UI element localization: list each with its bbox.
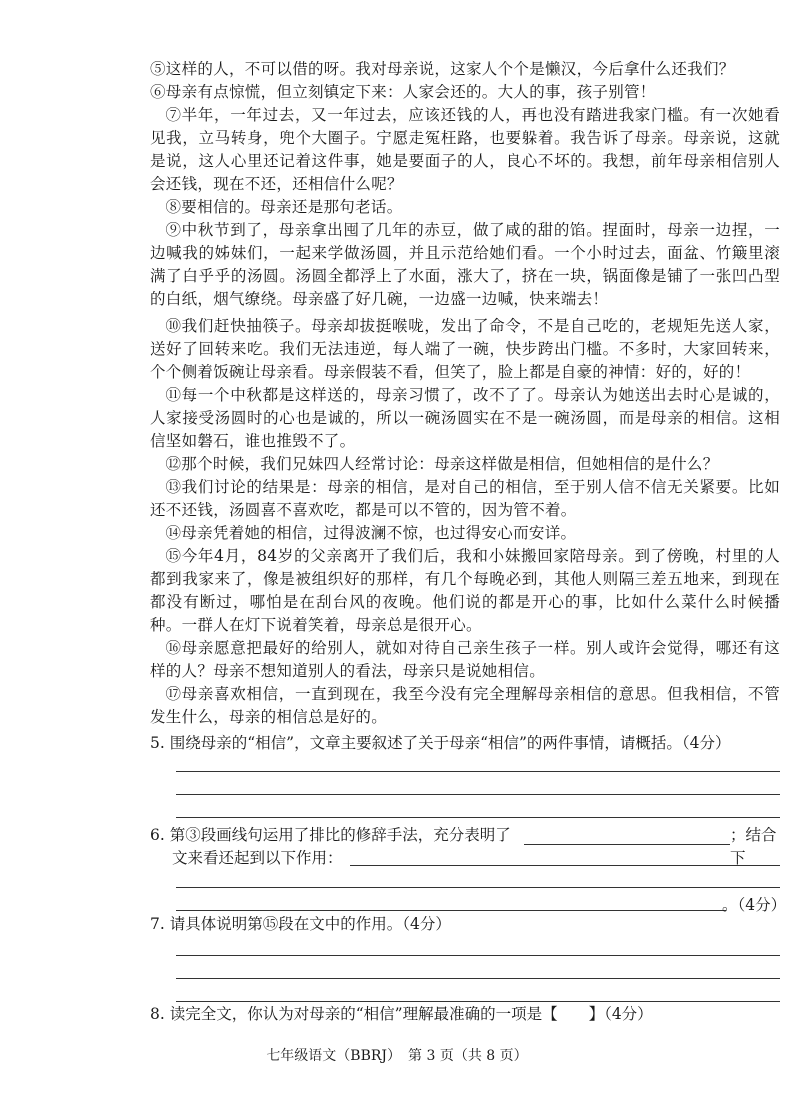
answer-line-q7-3[interactable] xyxy=(176,1001,780,1002)
paragraph-8: ⑧要相信的。母亲还是那句老话。 xyxy=(165,198,403,216)
question-8: 8. 读完全文，你认为对母亲的“相信”理解最准确的一项是【 】（4分） xyxy=(150,1005,653,1023)
answer-line-q5-3[interactable] xyxy=(176,817,780,818)
question-7: 7. 请具体说明第⑮段在文中的作用。（4分） xyxy=(150,915,451,933)
paragraph-6: ⑥母亲有点惊慌，但立刻镇定下来：人家会还的。大人的事，孩子别管！ xyxy=(150,83,656,101)
page-footer: 七年级语文（BBRJ） 第 3 页（共 8 页） xyxy=(266,1048,528,1064)
paragraph-17: ⑰母亲喜欢相信，一直到现在，我至今没有完全理解母亲相信的意思。但我相信，不管发生什么，母亲的相信总是好的。 xyxy=(150,685,780,726)
answer-line-q6-3[interactable] xyxy=(176,910,726,911)
paragraph-16: ⑯母亲愿意把最好的给别人，就如对待自己亲生孩子一样。别人或许会觉得，哪还有这样的人？母亲不想知道别人的看法，母亲只是说她相信。 xyxy=(150,639,780,680)
answer-line-q5-2[interactable] xyxy=(176,794,780,795)
answer-line-q7-2[interactable] xyxy=(176,978,780,979)
paragraph-14: ⑭母亲凭着她的相信，过得波澜不惊，也过得安心而安详。 xyxy=(165,524,577,542)
answer-blank-q6-1[interactable] xyxy=(524,844,730,845)
question-6-text-2: 文来看还起到以下作用： xyxy=(172,849,343,867)
paragraph-10: ⑩我们赶快抽筷子。母亲却拔挺喉咙，发出了命令，不是自己吃的，老规矩先送人家，送好了回转来吃。我们无法违逆，每人端了一碗，快步跨出门槛。不多时，大家回转来，个个侧着饭碗让母亲看。母亲假装不看，但笑了，脸上都是自豪的神情：好的，好的！ xyxy=(150,317,780,381)
answer-line-q5-1[interactable] xyxy=(176,771,780,772)
answer-line-q6-2[interactable] xyxy=(176,887,780,888)
paragraph-12: ⑫那个时候，我们兄妹四人经常讨论：母亲这样做是相信，但她相信的是什么？ xyxy=(165,455,719,473)
question-6-score: 。（4分） xyxy=(722,896,787,914)
question-6-text: 6. 第③段画线句运用了排比的修辞手法，充分表明了 xyxy=(150,826,511,844)
question-5: 5. 围绕母亲的“相信”，文章主要叙述了关于母亲“相信”的两件事情，请概括。（4分） xyxy=(150,734,731,752)
paragraph-11: ⑪每一个中秋都是这样送的，母亲习惯了，改不了了。母亲认为她送出去时心是诚的，人家接受汤圆时的心也是诚的，所以一碗汤圆实在不是一碗汤圆，而是母亲的相信。这相信坚如磐石，谁也推毁不了。 xyxy=(150,386,780,450)
paragraph-13: ⑬我们讨论的结果是：母亲的相信，是对自己的相信，至于别人信不信无关紧要。比如还不还钱，汤圆喜不喜欢吃，都是可以不管的，因为管不着。 xyxy=(150,478,780,519)
paragraph-15: ⑮今年4月，84岁的父亲离开了我们后，我和小妹搬回家陪母亲。到了傍晚，村里的人都到我家来了，像是被组织好的那样，有几个每晚必到，其他人则隔三差五地来，到现在都没有断过，哪怕是在刮台风的夜晚。他们说的都是开心的事，比如什么菜什么时候播种。一群人在灯下说着笑着，母亲总是很开心。 xyxy=(150,547,780,634)
answer-line-q6-1[interactable] xyxy=(350,865,780,866)
question-6-continue: ；结合下 xyxy=(730,826,777,867)
paragraph-9: ⑨中秋节到了，母亲拿出囤了几年的赤豆，做了咸的甜的馅。捏面时，母亲一边捏，一边喊我的姊妹们，一起来学做汤圆，并且示范给她们看。一个小时过去，面盆、竹簸里滚满了白乎乎的汤圆。汤圆全都浮上了水面，涨大了，挤在一块，锅面像是铺了一张凹凸型的白纸，烟气缭绕。母亲盛了好几碗，一边盛一边喊，快来端去！ xyxy=(150,221,780,308)
paragraph-5: ⑤这样的人，不可以借的呀。我对母亲说，这家人个个是懒汉，今后拿什么还我们？ xyxy=(150,60,735,78)
answer-line-q7-1[interactable] xyxy=(176,955,780,956)
paragraph-7: ⑦半年，一年过去，又一年过去，应该还钱的人，再也没有踏进我家门槛。有一次她看见我，立马转身，兜个大圈子。宁愿走冤枉路，也要躲着。我告诉了母亲。母亲说，这就是说，这人心里还记着这件事，她是要面子的人，良心不坏的。我想，前年母亲相信别人会还钱，现在不还，还相信什么呢？ xyxy=(150,106,780,193)
